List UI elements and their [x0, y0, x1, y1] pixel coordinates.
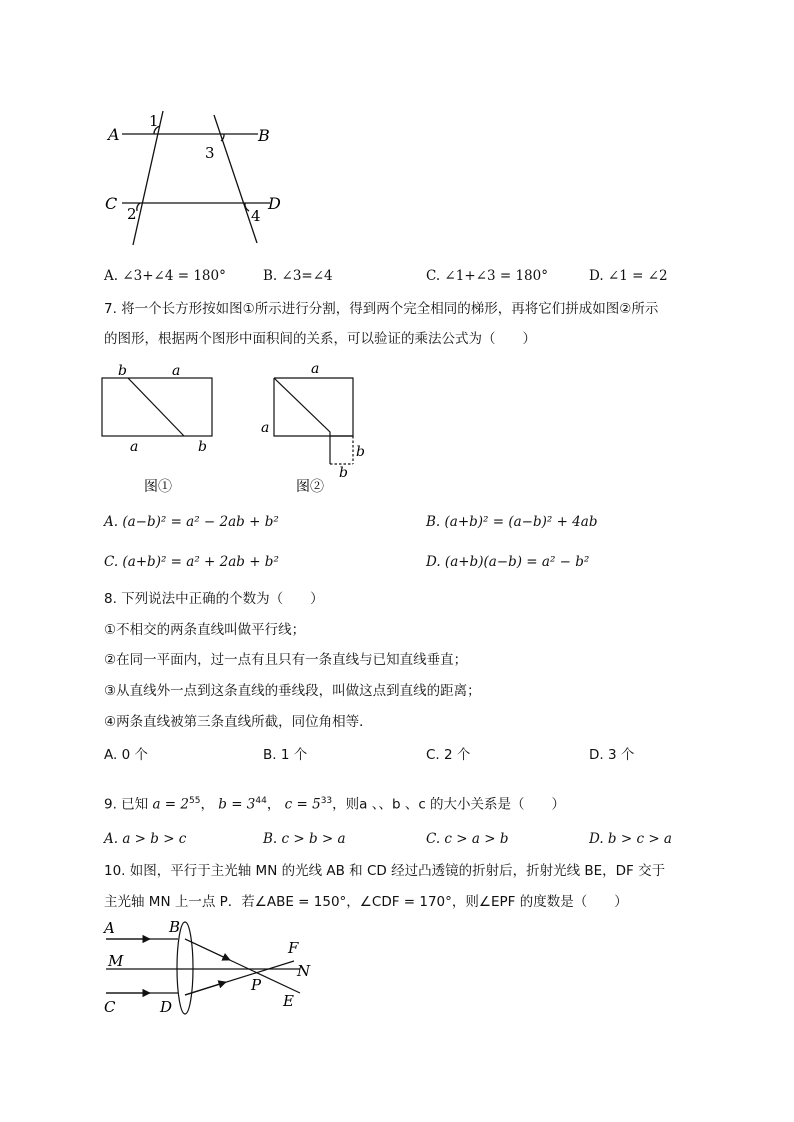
q7-option-c[interactable]: C. (a+b)² = a² + 2ab + b²	[104, 554, 279, 570]
q8-option-a[interactable]: A. 0 个	[104, 747, 148, 763]
fig1-label-a-bottom: a	[130, 439, 139, 455]
q9-option-a[interactable]: A. a > b > c	[104, 831, 187, 847]
label-angle-4: 4	[251, 207, 261, 225]
label-B: B	[258, 126, 270, 145]
q9-suffix: ，则a 、、b 、c 的大小关系是（ ）	[332, 796, 566, 813]
label-F: F	[288, 939, 299, 957]
q9-b-base: b = 3	[218, 796, 256, 813]
q9-option-b[interactable]: B. c > b > a	[263, 831, 346, 847]
q7-figure-1	[96, 360, 226, 500]
label-angle-1: 1	[149, 112, 159, 130]
fig1-label-a-top: a	[172, 363, 181, 379]
q8-item-4: ④两条直线被第三条直线所截，同位角相等．	[104, 714, 373, 730]
fig2-label-b-bottom: b	[339, 465, 348, 481]
q7-stem-line1: 7. 将一个长方形按如图①所示进行分割，得到两个完全相同的梯形，再将它们拼成如图②所示	[104, 301, 659, 317]
fig1-label-b-top: b	[118, 363, 127, 379]
q8-stem: 8. 下列说法中正确的个数为（ ）	[104, 591, 324, 607]
q10-lens-figure	[98, 915, 328, 1020]
q8-item-1: ①不相交的两条直线叫做平行线；	[104, 622, 306, 638]
q10-stem-line2: 主光轴 MN 上一点 P．若∠ABE = 150°，∠CDF = 170°，则∠EPF 的度数是（ ）	[104, 894, 628, 910]
q6-option-a[interactable]: A. ∠3+∠4 = 180°	[104, 268, 226, 284]
label-E: E	[283, 992, 294, 1010]
q7-stem-line2: 的图形，根据两个图形中面积间的关系，可以验证的乘法公式为（ ）	[104, 331, 536, 347]
fig2-label-b-right: b	[356, 444, 365, 460]
q9-c-base: c = 5	[284, 796, 321, 813]
label-N: N	[297, 962, 311, 980]
q6-option-b[interactable]: B. ∠3=∠4	[263, 268, 333, 284]
q7-option-a[interactable]: A. (a−b)² = a² − 2ab + b²	[104, 514, 279, 530]
label-angle-2: 2	[127, 205, 137, 223]
label-C: C	[105, 194, 118, 213]
q9-prefix: 9. 已知	[104, 796, 149, 813]
fig2-caption: 图②	[296, 479, 324, 495]
q9-option-d[interactable]: D. b > c > a	[589, 831, 672, 847]
label-D: D	[268, 194, 281, 213]
q9-b-exp: 44	[255, 796, 267, 806]
q9-stem: 9. 已知 $a = 2^{55}$， $b = 3^{44}$， $c = 5^{33}$，则a 、、b 、c 的大小关系是（ ）	[104, 796, 566, 813]
q8-item-2: ②在同一平面内，过一点有且只有一条直线与已知直线垂直；	[104, 652, 468, 668]
fig1-caption: 图①	[144, 479, 172, 495]
angle-2-arc	[137, 203, 140, 211]
q8-option-d[interactable]: D. 3 个	[589, 747, 635, 763]
q9-a-base: a = 2	[152, 796, 190, 813]
q7-option-b[interactable]: B. (a+b)² = (a−b)² + 4ab	[426, 514, 598, 530]
q6-option-d[interactable]: D. ∠1 = ∠2	[589, 268, 668, 284]
q10-stem-line1: 10. 如图，平行于主光轴 MN 的光线 AB 和 CD 经过凸透镜的折射后，折射光线 BE，DF 交于	[104, 863, 666, 879]
q8-option-c[interactable]: C. 2 个	[426, 747, 471, 763]
q6-option-c[interactable]: C. ∠1+∠3 = 180°	[426, 268, 548, 284]
q9-a-exp: 55	[189, 796, 201, 806]
q8-option-b[interactable]: B. 1 个	[263, 747, 308, 763]
fig1-label-b-bottom: b	[198, 439, 207, 455]
fig2-label-a-top: a	[311, 361, 320, 377]
q8-item-3: ③从直线外一点到这条直线的垂线段，叫做这点到直线的距离；	[104, 683, 481, 699]
label-M: M	[108, 952, 124, 970]
transversal-left	[133, 111, 163, 245]
label-D: D	[160, 998, 173, 1016]
label-B: B	[169, 918, 181, 936]
label-P: P	[251, 976, 262, 994]
fig2-label-a-left: a	[261, 420, 270, 436]
label-A: A	[104, 919, 115, 937]
label-A: A	[108, 125, 120, 144]
q7-option-d[interactable]: D. (a+b)(a−b) = a² − b²	[426, 554, 590, 570]
label-C: C	[104, 998, 116, 1016]
q7-figure-2	[256, 360, 376, 500]
q9-c-exp: 33	[320, 796, 333, 806]
q6-parallel-lines-figure	[100, 105, 300, 255]
q9-option-c[interactable]: C. c > a > b	[426, 831, 509, 847]
label-angle-3: 3	[205, 144, 215, 162]
